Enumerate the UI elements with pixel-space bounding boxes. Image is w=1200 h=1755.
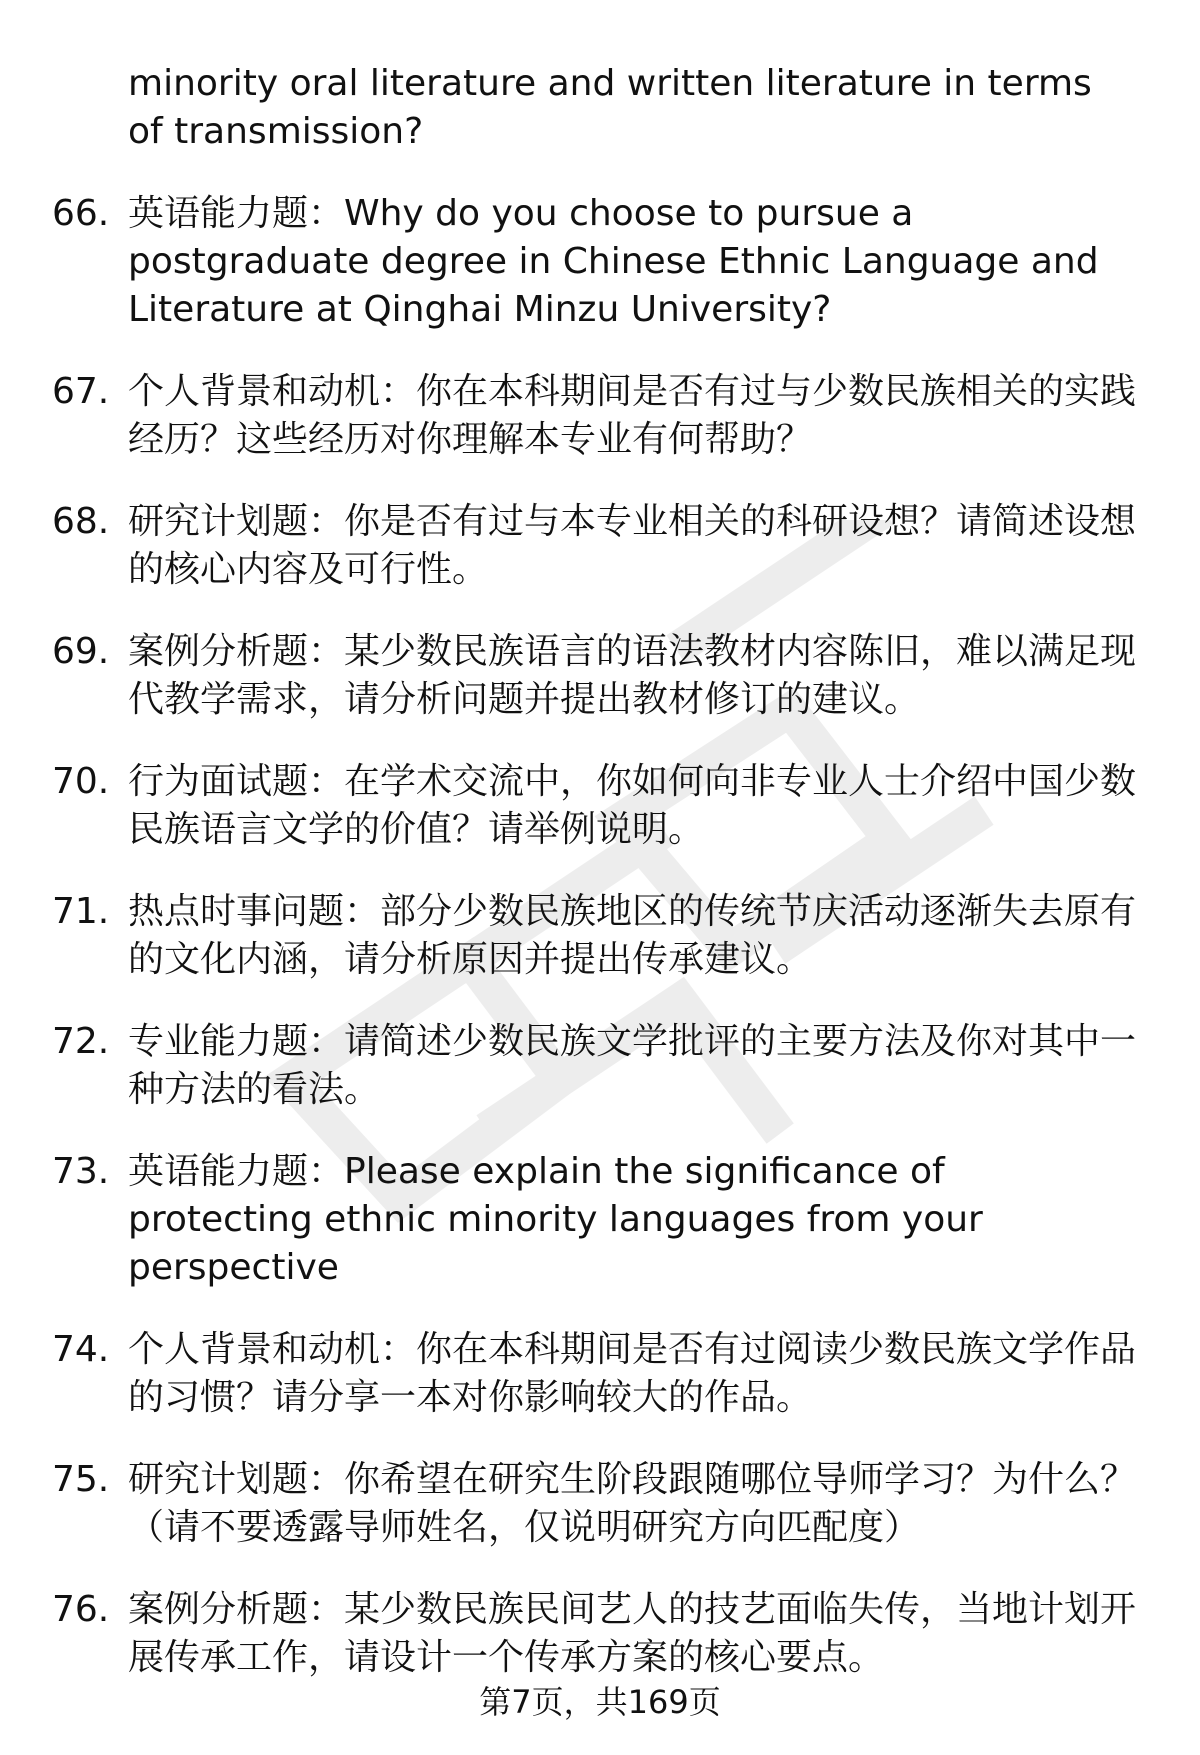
question-item xyxy=(52,368,1142,464)
question-item xyxy=(52,628,1142,724)
question-item xyxy=(52,190,1142,334)
question-item xyxy=(52,888,1142,984)
question-item xyxy=(52,1586,1142,1682)
question-item xyxy=(52,498,1142,594)
question-number: 76. xyxy=(52,1589,110,1630)
question-number: 72. xyxy=(52,1021,110,1062)
question-item xyxy=(52,1148,1142,1292)
question-text: 行为面试题：在学术交流中，你如何向非专业人士介绍中国少数民族语言文学的价值？请举例说明。 xyxy=(128,761,1137,850)
question-text: 研究计划题：你是否有过与本专业相关的科研设想？请简述设想的核心内容及可行性。 xyxy=(128,501,1137,590)
question-text: 研究计划题：你希望在研究生阶段跟随哪位导师学习？为什么？（请不要透露导师姓名，仅说明研究方向匹配度） xyxy=(128,1459,1137,1548)
question-number: 70. xyxy=(52,761,110,802)
question-text: 专业能力题：请简述少数民族文学批评的主要方法及你对其中一种方法的看法。 xyxy=(128,1021,1137,1110)
question-number: 75. xyxy=(52,1459,110,1500)
question-number: 73. xyxy=(52,1151,110,1192)
question-list xyxy=(52,60,1142,1682)
question-item xyxy=(52,1018,1142,1114)
question-item xyxy=(52,1456,1142,1552)
question-number: 71. xyxy=(52,891,110,932)
question-text: 个人背景和动机：你在本科期间是否有过阅读少数民族文学作品的习惯？请分享一本对你影响较大的作品。 xyxy=(128,1329,1137,1418)
question-number: 67. xyxy=(52,371,110,412)
question-text: 英语能力题：Please explain the significance of protecting ethnic minority languages from your perspective xyxy=(128,1151,983,1288)
question-text: 案例分析题：某少数民族语言的语法教材内容陈旧，难以满足现代教学需求，请分析问题并提出教材修订的建议。 xyxy=(128,631,1137,720)
question-item xyxy=(52,1326,1142,1422)
page-footer: 第7页，共169页 xyxy=(479,1683,721,1721)
question-number: 74. xyxy=(52,1329,110,1370)
question-number: 66. xyxy=(52,193,110,234)
question-number: 68. xyxy=(52,501,110,542)
continuation-text: minority oral literature and written literature in terms of transmission? xyxy=(128,63,1092,152)
question-text: 英语能力题：Why do you choose to pursue a postgraduate degree in Chinese Ethnic Language and Literature at Qinghai Minzu University? xyxy=(128,193,1099,330)
question-item xyxy=(52,758,1142,854)
question-text: 案例分析题：某少数民族民间艺人的技艺面临失传，当地计划开展传承工作，请设计一个传承方案的核心要点。 xyxy=(128,1589,1137,1678)
question-text: 热点时事问题：部分少数民族地区的传统节庆活动逐渐失去原有的文化内涵，请分析原因并提出传承建议。 xyxy=(128,891,1137,980)
question-text: 个人背景和动机：你在本科期间是否有过与少数民族相关的实践经历？这些经历对你理解本专业有何帮助？ xyxy=(128,371,1137,460)
question-number: 69. xyxy=(52,631,110,672)
